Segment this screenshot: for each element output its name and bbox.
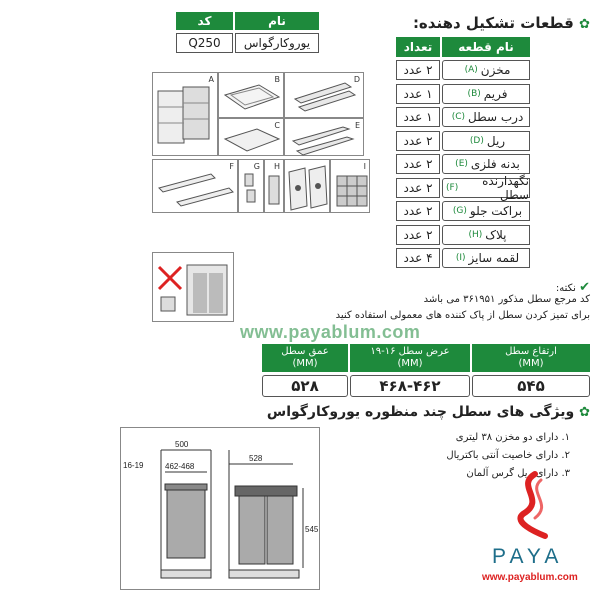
part-qty: ۲ عدد	[403, 204, 433, 218]
note-line-1-text: کد مرجع سطل مذکور ۳۶۱۹۵۱ می باشد	[423, 294, 590, 305]
dim-header-width	[350, 344, 470, 372]
part-letter: (D)	[469, 135, 484, 146]
features-title	[250, 404, 590, 420]
illustration-d	[284, 72, 364, 118]
parts-col-qty-text: تعداد	[403, 40, 433, 54]
illustration-f	[152, 159, 238, 213]
parts-col-name-text: نام قطعه	[458, 40, 514, 54]
parts-col-name	[442, 37, 530, 57]
features-title-text: ویژگی های سطل چند منظوره یوروکارگواس	[266, 404, 575, 420]
feature-item-text: ۲. دارای خاصیت آنتی باکتریال	[446, 450, 570, 461]
note-title	[420, 280, 590, 295]
part-qty-cell	[396, 131, 440, 151]
paya-logo-icon	[505, 470, 565, 542]
front-bracket-icon	[239, 160, 265, 214]
name-header	[235, 12, 319, 30]
check-icon: ✔	[579, 280, 590, 295]
illustration-label: G	[253, 162, 260, 171]
part-name-cell	[442, 131, 530, 151]
dim-value-height	[472, 375, 590, 397]
illustration-h	[264, 159, 284, 213]
part-qty: ۲ عدد	[403, 227, 433, 242]
part-letter: (B)	[467, 88, 481, 99]
note-line-2-text: برای تمیز کردن سطل از پاک کننده های معمولی استفاده کنید	[335, 310, 590, 321]
name-header-label: نام	[268, 14, 286, 28]
dim-value-height-text: ۵۴۵	[517, 377, 545, 395]
dim-value-depth-text: ۵۲۸	[291, 377, 319, 395]
illustration-i	[330, 159, 370, 213]
part-letter: (H)	[468, 229, 483, 240]
dim-header-height-label: ارتفاع سطل	[505, 346, 557, 357]
code-header-label: کد	[197, 14, 212, 28]
part-name: نگهدارنده سطل	[482, 173, 529, 202]
parts-col-qty	[396, 37, 440, 57]
part-qty-cell	[396, 178, 440, 198]
dim-545-label: 545	[305, 525, 319, 534]
illustration-g	[238, 159, 264, 213]
part-name: پلاک	[485, 227, 507, 242]
parts-title-text: قطعات تشکیل دهنده:	[412, 14, 574, 32]
dim-header-height	[472, 344, 590, 372]
part-qty-cell	[396, 225, 440, 245]
part-name-cell	[442, 60, 530, 80]
illustration-b	[218, 72, 284, 118]
part-name: براکت جلو	[469, 204, 523, 218]
no-chemical-cleaning-icon	[153, 253, 235, 323]
part-name: لقمه سایز	[468, 251, 520, 265]
part-qty-cell	[396, 107, 440, 127]
part-name: فریم	[483, 86, 508, 101]
part-qty: ۲ عدد	[403, 63, 433, 77]
logo-text: PAYA	[492, 545, 564, 568]
name-value	[235, 33, 319, 53]
parts-title	[390, 14, 590, 32]
watermark: www.payablum.com	[240, 322, 421, 342]
part-qty: ۱ عدد	[403, 110, 433, 124]
feature-item	[330, 450, 570, 461]
logo-url: www.payablum.com	[482, 572, 578, 583]
illustration-label: B	[274, 75, 280, 84]
part-name: مخزن	[480, 63, 511, 77]
part-letter: (I)	[455, 253, 466, 263]
part-qty-cell	[396, 248, 440, 268]
dim-header-width-unit: (MM)	[397, 358, 423, 369]
illustration-label: I	[363, 162, 366, 171]
part-qty-cell	[396, 84, 440, 104]
code-value	[176, 33, 233, 53]
part-qty: ۲ عدد	[403, 133, 433, 148]
dim-value-width	[350, 375, 470, 397]
note-line-2	[240, 310, 590, 321]
illustration-e	[284, 118, 364, 156]
illustration-label: D	[353, 75, 360, 84]
dim-value-depth	[262, 375, 348, 397]
illustration-a	[152, 72, 218, 156]
name-value-text: یوروکارگواس	[243, 36, 311, 50]
code-value-text: Q250	[188, 36, 221, 50]
part-qty: ۴ عدد	[403, 251, 433, 265]
dim-528-label: 528	[249, 454, 263, 463]
part-qty-cell	[396, 60, 440, 80]
part-qty-cell	[396, 201, 440, 221]
part-letter: (E)	[455, 159, 468, 169]
part-qty: ۲ عدد	[403, 180, 433, 195]
part-name-cell	[442, 84, 530, 104]
part-name-cell	[442, 225, 530, 245]
technical-drawing	[120, 427, 320, 590]
part-qty: ۱ عدد	[403, 86, 433, 101]
feature-item	[330, 432, 570, 443]
part-name: ریل	[486, 133, 506, 148]
bin-holder-icon	[153, 160, 239, 214]
dim-header-height-unit: (MM)	[518, 358, 544, 369]
note-line-1	[280, 294, 590, 305]
illustration-label: A	[208, 75, 214, 84]
gear-icon: ✿	[579, 17, 590, 32]
dim-500-label: 500	[175, 440, 189, 449]
note-title-text: نکته:	[555, 283, 576, 294]
part-name-cell	[442, 107, 530, 127]
dim-header-depth-unit: (MM)	[292, 358, 318, 369]
part-name-cell	[442, 173, 530, 202]
part-name-cell	[442, 154, 530, 174]
part-letter: (A)	[464, 65, 478, 75]
illustration-c	[218, 118, 284, 156]
part-name-cell	[442, 201, 530, 221]
illustration-label: E	[354, 121, 360, 130]
part-name-cell	[442, 248, 530, 268]
part-letter: (F)	[446, 182, 459, 193]
code-header	[176, 12, 233, 30]
illustration-h2	[284, 159, 330, 213]
dim-header-width-label: عرض سطل ۱۶-۱۹	[370, 346, 450, 357]
bin-icon	[153, 73, 219, 157]
part-name: بدنه فلزی	[470, 157, 520, 171]
part-qty: ۲ عدد	[403, 157, 433, 171]
part-letter: (G)	[452, 206, 467, 216]
dim-side-label: 16-19	[123, 461, 144, 470]
illustration-label: C	[274, 121, 280, 130]
dim-value-width-text: ۴۶۸-۴۶۲	[379, 377, 441, 395]
part-name: درب سطل	[468, 110, 524, 124]
part-qty-cell	[396, 154, 440, 174]
metal-body-icon	[285, 119, 365, 157]
dim-462-label: 462-468	[165, 462, 195, 471]
dim-header-depth-label: عمق سطل	[281, 346, 329, 357]
cleaning-illustration	[152, 252, 234, 322]
plate-pair-icon	[285, 160, 331, 214]
illustration-label: H	[273, 162, 280, 171]
feature-item-text: ۳. دارای ریل گرس آلمان	[466, 468, 570, 479]
part-letter: (C)	[451, 112, 466, 122]
feature-item-text: ۱. دارای دو مخزن ۳۸ لیتری	[455, 432, 570, 443]
dim-header-depth	[262, 344, 348, 372]
dimension-drawing	[121, 428, 321, 591]
gear-icon: ✿	[579, 405, 590, 420]
illustration-label: F	[229, 162, 234, 171]
